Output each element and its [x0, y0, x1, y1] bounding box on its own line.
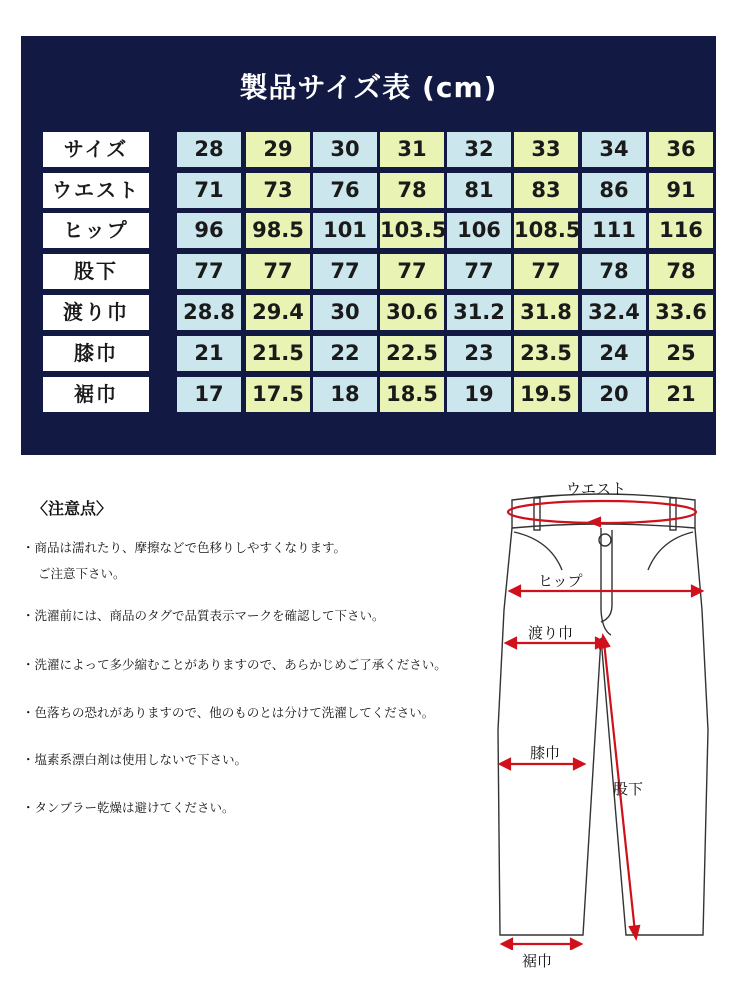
size-value-cell: 33.6 [649, 295, 713, 330]
size-value-cell: 77 [447, 254, 511, 289]
inseam-arrow-bottom-icon [630, 926, 639, 938]
thigh-arrow-left-icon [506, 638, 516, 648]
size-value-cell: 21 [177, 336, 241, 371]
size-value-cell: 77 [177, 254, 241, 289]
row-label: ウエスト [43, 173, 149, 208]
size-value-cell: 22.5 [380, 336, 444, 371]
size-header-cell: 31 [380, 132, 444, 167]
size-value-cell: 32.4 [582, 295, 646, 330]
diagram-label-waist: ウエスト [566, 480, 627, 498]
row-label: 裾巾 [43, 377, 149, 412]
row-label: サイズ [43, 132, 149, 167]
size-header-cell: 30 [313, 132, 377, 167]
note-item [22, 655, 447, 673]
note-item [22, 703, 434, 721]
size-value-cell: 19.5 [514, 377, 578, 412]
diagram-label-thigh: 渡り巾 [528, 624, 574, 642]
size-header-cell: 28 [177, 132, 241, 167]
size-value-cell: 20 [582, 377, 646, 412]
size-value-cell: 98.5 [246, 213, 310, 248]
size-value-cell: 78 [582, 254, 646, 289]
size-value-cell: 28.8 [177, 295, 241, 330]
note-line: ・塩素系漂白剤は使用しないで下さい。 [22, 752, 248, 767]
note-line: ・商品は濡れたり、摩擦などで色移りしやすくなります。 [22, 540, 347, 555]
size-header-cell: 34 [582, 132, 646, 167]
size-value-cell: 31.8 [514, 295, 578, 330]
hem-arrow-right-icon [571, 939, 581, 949]
size-value-cell: 21 [649, 377, 713, 412]
note-line: ・洗濯前には、商品のタグで品質表示マークを確認して下さい。 [22, 608, 385, 623]
size-value-cell: 76 [313, 173, 377, 208]
diagram-label-hip: ヒップ [538, 572, 583, 590]
size-header-cell: 36 [649, 132, 713, 167]
size-value-cell: 111 [582, 213, 646, 248]
size-header-cell: 29 [246, 132, 310, 167]
note-item [22, 606, 385, 624]
size-value-cell: 78 [649, 254, 713, 289]
inseam-arrow-top-icon [600, 636, 609, 648]
size-value-cell: 17.5 [246, 377, 310, 412]
size-value-cell: 31.2 [447, 295, 511, 330]
diagram-label-inseam: 股下 [613, 780, 644, 798]
size-value-cell: 30.6 [380, 295, 444, 330]
waist-measure-line [508, 501, 696, 523]
size-value-cell: 77 [246, 254, 310, 289]
size-value-cell: 23.5 [514, 336, 578, 371]
size-value-cell: 29.4 [246, 295, 310, 330]
size-value-cell: 18.5 [380, 377, 444, 412]
note-item [22, 798, 235, 816]
size-value-cell: 77 [514, 254, 578, 289]
size-chart-title: 製品サイズ表 (cm) [239, 71, 498, 104]
size-value-cell: 18 [313, 377, 377, 412]
size-value-cell: 73 [246, 173, 310, 208]
row-label: 膝巾 [43, 336, 149, 371]
size-value-cell: 19 [447, 377, 511, 412]
size-value-cell: 116 [649, 213, 713, 248]
pants-diagram [490, 470, 720, 950]
size-value-cell: 103.5 [380, 213, 444, 248]
size-value-cell: 96 [177, 213, 241, 248]
size-value-cell: 23 [447, 336, 511, 371]
size-value-cell: 24 [582, 336, 646, 371]
note-line: ・タンブラー乾燥は避けてください。 [22, 800, 235, 815]
size-header-cell: 33 [514, 132, 578, 167]
hem-arrow-left-icon [502, 939, 512, 949]
note-line-continued: ご注意下さい。 [38, 566, 126, 581]
size-value-cell: 77 [313, 254, 377, 289]
diagram-label-knee: 膝巾 [530, 744, 561, 762]
size-value-cell: 17 [177, 377, 241, 412]
size-value-cell: 22 [313, 336, 377, 371]
notes-title: 〈注意点〉 [32, 499, 113, 518]
size-value-cell: 30 [313, 295, 377, 330]
knee-arrow-left-icon [500, 759, 510, 769]
size-value-cell: 78 [380, 173, 444, 208]
size-header-cell: 32 [447, 132, 511, 167]
note-line: ・洗濯によって多少縮むことがありますので、あらかじめご了承ください。 [22, 657, 447, 672]
size-value-cell: 81 [447, 173, 511, 208]
note-line: ・色落ちの恐れがありますので、他のものとは分けて洗濯してください。 [22, 705, 435, 720]
note-item [22, 538, 346, 582]
diagram-label-hem: 裾巾 [522, 952, 553, 970]
row-label: 股下 [43, 254, 149, 289]
size-value-cell: 108.5 [514, 213, 578, 248]
size-value-cell: 21.5 [246, 336, 310, 371]
note-item [22, 750, 247, 768]
size-value-cell: 25 [649, 336, 713, 371]
size-value-cell: 101 [313, 213, 377, 248]
size-value-cell: 83 [514, 173, 578, 208]
row-label: ヒップ [43, 213, 149, 248]
knee-arrow-right-icon [574, 759, 584, 769]
size-value-cell: 91 [649, 173, 713, 208]
waist-arrow-icon [590, 518, 600, 526]
row-label: 渡り巾 [43, 295, 149, 330]
size-value-cell: 71 [177, 173, 241, 208]
size-value-cell: 77 [380, 254, 444, 289]
size-value-cell: 106 [447, 213, 511, 248]
pants-outline [498, 494, 708, 935]
size-chart-panel [21, 36, 716, 455]
hip-arrow-left-icon [510, 586, 520, 596]
size-value-cell: 86 [582, 173, 646, 208]
